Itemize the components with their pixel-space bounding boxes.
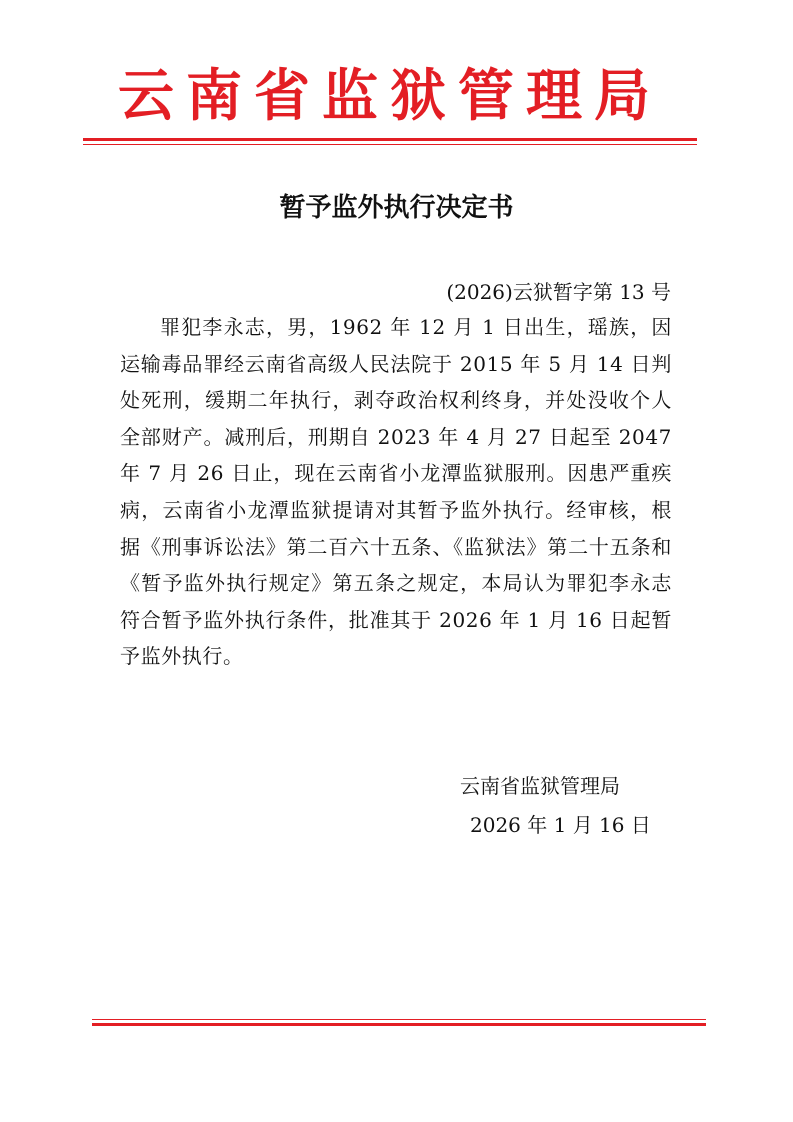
document-body: 罪犯李永志，男，1962 年 12 月 1 日出生，瑶族，因运输毒品罪经云南省高级人民法院于 2015 年 5 月 14 日判处死刑，缓期二年执行，剥夺政治权利终身，并处没收个人全部财产。减刑后，刑期自 2023 年 4 月 27 日起至 2047 年 7 月 26 日止，现在云南省小龙潭监狱服刑。因患严重疾病，云南省小龙潭监狱提请对其暂予监外执行。经审核，根据《刑事诉讼法》第二百六十五条、《监狱法》第二十五条和《暂予监外执行规定》第五条之规定，本局认为罪犯李永志符合暂予监外执行条件，批准其于 2026 年 1 月 16 日起暂予监外执行。 xyxy=(120,315,672,669)
header-rule-thick xyxy=(83,138,697,141)
document-number: (2026)云狱暂字第 13 号 xyxy=(446,280,671,304)
issue-date: 2026 年 1 月 16 日 xyxy=(470,813,651,837)
letterhead-title: 云南省监狱管理局 xyxy=(118,64,662,129)
header-rule-thin xyxy=(83,144,697,145)
footer-rule-thick xyxy=(92,1023,706,1026)
footer-rule-thin xyxy=(92,1019,706,1020)
issuer-signature: 云南省监狱管理局 xyxy=(460,774,620,798)
document-title: 暂予监外执行决定书 xyxy=(279,193,514,223)
